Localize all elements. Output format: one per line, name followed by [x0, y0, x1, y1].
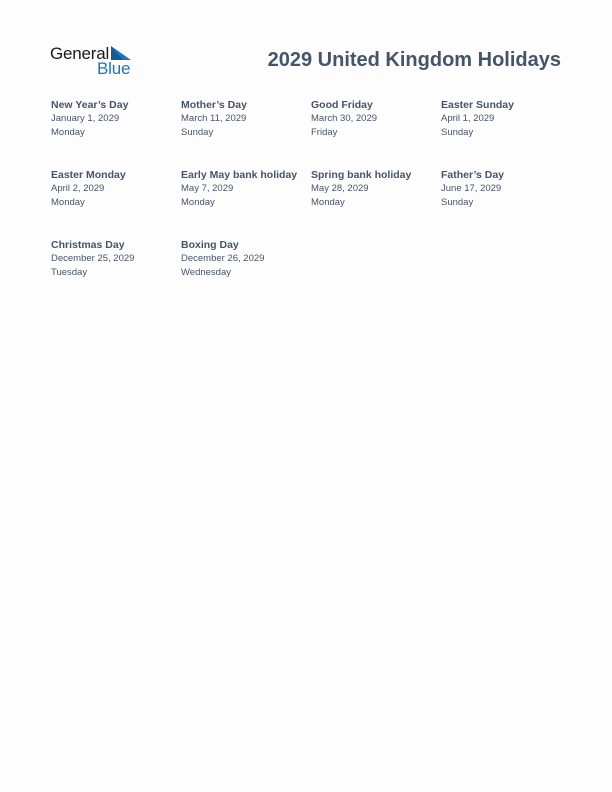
holiday-name: Easter Sunday: [441, 99, 514, 111]
holiday-date: December 26, 2029: [181, 253, 265, 264]
holiday-weekday: Tuesday: [51, 267, 88, 278]
holiday-weekday: Monday: [51, 197, 85, 208]
holiday-name: Christmas Day: [51, 239, 125, 251]
holiday-date: May 7, 2029: [181, 183, 234, 194]
holiday-date: April 1, 2029: [441, 113, 495, 124]
holiday-date: March 11, 2029: [181, 113, 247, 124]
logo-flag-icon: [111, 46, 131, 60]
holiday-item: [51, 238, 181, 308]
holiday-item: [181, 98, 311, 168]
holiday-date: May 28, 2029: [311, 183, 369, 194]
page-title: 2029 United Kingdom Holidays: [267, 49, 561, 71]
holiday-name: Early May bank holiday: [181, 169, 298, 181]
holiday-name: Boxing Day: [181, 239, 239, 251]
holiday-name: Spring bank holiday: [311, 169, 412, 181]
holiday-item: [441, 98, 571, 168]
holiday-item: [51, 168, 181, 238]
holiday-item: [51, 98, 181, 168]
holiday-grid: [51, 98, 571, 308]
holiday-name: Easter Monday: [51, 169, 126, 181]
holiday-item: [181, 238, 311, 308]
holiday-weekday: Monday: [51, 127, 85, 138]
holiday-date: January 1, 2029: [51, 113, 120, 124]
holiday-item: [311, 98, 441, 168]
holiday-date: April 2, 2029: [51, 183, 105, 194]
holiday-weekday: Sunday: [441, 197, 474, 208]
holiday-name: Good Friday: [311, 99, 373, 111]
holiday-item: [311, 168, 441, 238]
holiday-name: Father’s Day: [441, 169, 505, 181]
holiday-weekday: Wednesday: [181, 267, 231, 278]
holiday-date: June 17, 2029: [441, 183, 502, 194]
holiday-weekday: Sunday: [181, 127, 214, 138]
generalblue-logo: [50, 44, 140, 78]
holiday-name: Mother’s Day: [181, 99, 247, 111]
logo-word-blue: Blue: [97, 59, 131, 78]
holiday-item: [181, 168, 311, 238]
holiday-weekday: Monday: [181, 197, 215, 208]
holiday-name: New Year’s Day: [51, 99, 129, 111]
holiday-date: March 30, 2029: [311, 113, 378, 124]
holiday-weekday: Sunday: [441, 127, 474, 138]
holiday-weekday: Friday: [311, 127, 338, 138]
logo-word-general: General: [50, 44, 110, 63]
holiday-date: December 25, 2029: [51, 253, 135, 264]
holiday-weekday: Monday: [311, 197, 345, 208]
holiday-item: [441, 168, 571, 238]
